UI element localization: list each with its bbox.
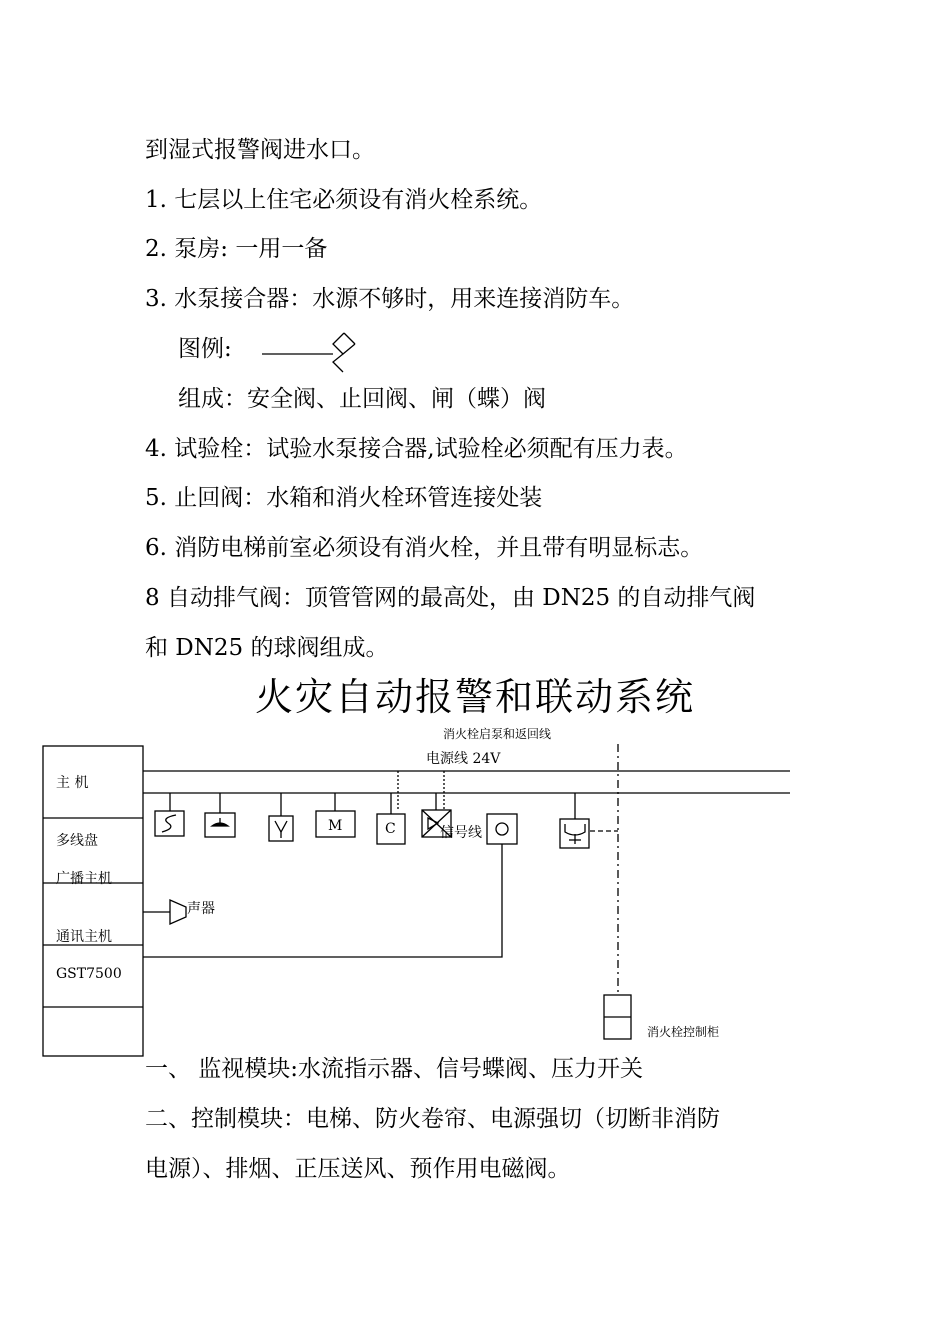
hydrant-line-label: 消火栓启泵和返回线 xyxy=(443,727,552,741)
pump-adapter-legend-icon xyxy=(262,333,355,372)
list-item-3: 3. 水泵接合器：水源不够时，用来连接消防车。 xyxy=(145,286,635,312)
speaker-label: 声器 xyxy=(187,901,215,917)
panel-multiline: 多线盘 xyxy=(56,833,98,849)
text-line: 到湿式报警阀进水口。 xyxy=(145,137,375,163)
list-item-4: 4. 试验栓：试验水泵接合器,试验栓必须配有压力表。 xyxy=(145,436,688,462)
composition-text: 组成：安全阀、止回阀、闸（蝶）阀 xyxy=(178,386,546,412)
hydrant-button-icon xyxy=(560,819,589,848)
panel-broadcast: 广播主机 xyxy=(56,871,112,887)
panel-model: GST7500 xyxy=(56,966,122,982)
panel-host: 主 机 xyxy=(56,775,89,791)
smoke-detector-icon xyxy=(205,813,235,837)
list-item-8: 8 自动排气阀：顶管管网的最高处，由 DN25 的自动排气阀 xyxy=(145,585,756,611)
diagram-title: 火灾自动报警和联动系统 xyxy=(254,675,695,719)
control-panel-box xyxy=(43,746,143,1056)
module-c-label: C xyxy=(385,821,396,837)
list-item-5: 5. 止回阀：水箱和消火栓环管连接处装 xyxy=(145,485,543,511)
detector-s-icon xyxy=(155,811,184,836)
list-item-2: 2. 泵房: 一用一备 xyxy=(145,236,328,262)
list-item-6: 6. 消防电梯前室必须设有消火栓，并且带有明显标志。 xyxy=(145,535,704,561)
flame-detector-icon xyxy=(269,816,293,841)
list-item-1: 1. 七层以上住宅必须设有消火栓系统。 xyxy=(145,187,543,213)
monitor-module-text: 一、 监视模块:水流指示器、信号蝶阀、压力开关 xyxy=(145,1056,644,1082)
hydrant-cabinet-label: 消火栓控制柜 xyxy=(647,1025,720,1039)
control-module-text-cont: 电源）、排烟、正压送风、预作用电磁阀。 xyxy=(145,1156,571,1182)
speaker-icon xyxy=(170,900,186,924)
list-item-8-cont: 和 DN25 的球阀组成。 xyxy=(145,635,389,661)
signal-line-label: 信号线 xyxy=(440,825,482,841)
legend-label: 图例: xyxy=(178,336,232,362)
panel-comm: 通讯主机 xyxy=(56,929,112,945)
round-detector-icon xyxy=(487,814,517,844)
hydrant-cabinet-icon xyxy=(604,995,631,1039)
module-m-label: M xyxy=(328,818,343,834)
power-line-label: 电源线 24V xyxy=(426,751,501,767)
control-module-text: 二、控制模块：电梯、防火卷帘、电源强切（切断非消防 xyxy=(145,1106,720,1132)
